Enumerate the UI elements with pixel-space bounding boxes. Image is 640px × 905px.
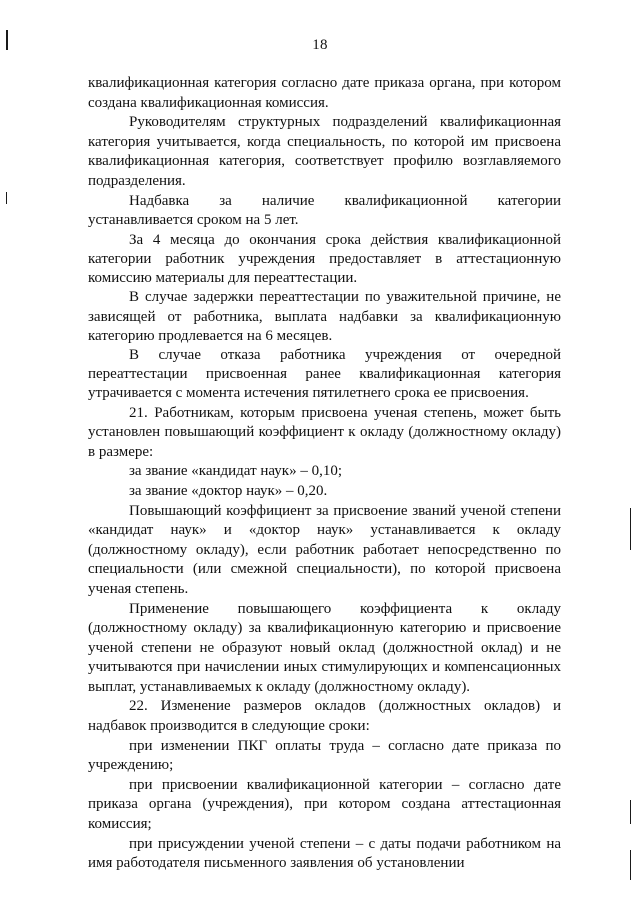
page-number: 18 <box>312 37 328 53</box>
paragraph-allowance-term: Надбавка за наличие квалификационной категории устанавливается сроком на 5 лет. <box>88 192 561 229</box>
paragraph-continuation: квалификационная категория согласно дате приказа органа, при котором создана квалификационная комиссия. <box>88 75 561 111</box>
list-item-category-assignment: при присвоении квалификационной категории – согласно дате приказа органа (учреждения), при котором создана аттестационная комиссия; <box>88 776 561 833</box>
scan-mark-right-lower-a <box>630 800 631 824</box>
paragraph-clause-22: 22. Изменение размеров окладов (должностных окладов) и надбавок производится в следующие сроки: <box>88 698 561 735</box>
list-item-doctor: за звание «доктор наук» – 0,20. <box>129 482 328 499</box>
paragraph-recertification-delay: В случае задержки переаттестации по уважительной причине, не зависящей от работника, выплата надбавки за квалификационную категорию продлевается на 6 месяцев. <box>88 289 561 344</box>
paragraph-recertification-materials: За 4 месяца до окончания срока действия квалификационной категории работник учреждения предоставляет в аттестационную комиссию материалы для переаттестации. <box>88 231 561 287</box>
paragraph-clause-21: 21. Работникам, которым присвоена ученая степень, может быть установлен повышающий коэффициент к окладу (должностному окладу) в размере: <box>88 404 561 460</box>
scan-mark-left-middle <box>6 192 7 204</box>
paragraph-coefficient-application: Применение повышающего коэффициента к окладу (должностному окладу) за квалификационную категорию и присвоение ученой степени не образуют новый оклад (должностной оклад) и не учитываются при начислении иных стимулирующих и компенсационных выплат, устанавливаемых к окладу (должностному окладу). <box>88 600 561 695</box>
document-body <box>88 74 561 874</box>
list-item-degree-award: при присуждении ученой степени – с даты подачи работником на имя работодателя письменного заявления об установлении <box>88 835 561 872</box>
paragraph-coefficient-conditions: Повышающий коэффициент за присвоение званий ученой степени «кандидат наук» и «доктор наук» устанавливается к окладу (должностному окладу), если работник работает непосредственно по специальности (или смежной специальности), по которой присвоена ученая степень. <box>88 502 561 597</box>
paragraph-recertification-refusal: В случае отказа работника учреждения от очередной переаттестации присвоенная ранее квалификационная категория утрачивается с момента истечения пятилетнего срока ее присвоения. <box>88 346 561 402</box>
list-item-pkg-change: при изменении ПКГ оплаты труда – согласно дате приказа по учреждению; <box>88 737 561 774</box>
paragraph-heads-of-units: Руководителям структурных подразделений квалификационная категория учитывается, когда специальность, по которой им присвоена квалификационная категория, соответствует профилю возглавляемого подразделения. <box>88 114 561 189</box>
scan-mark-right-upper <box>630 508 631 550</box>
scan-mark-right-lower-b <box>630 850 631 880</box>
list-item-candidate: за звание «кандидат наук» – 0,10; <box>129 463 343 480</box>
